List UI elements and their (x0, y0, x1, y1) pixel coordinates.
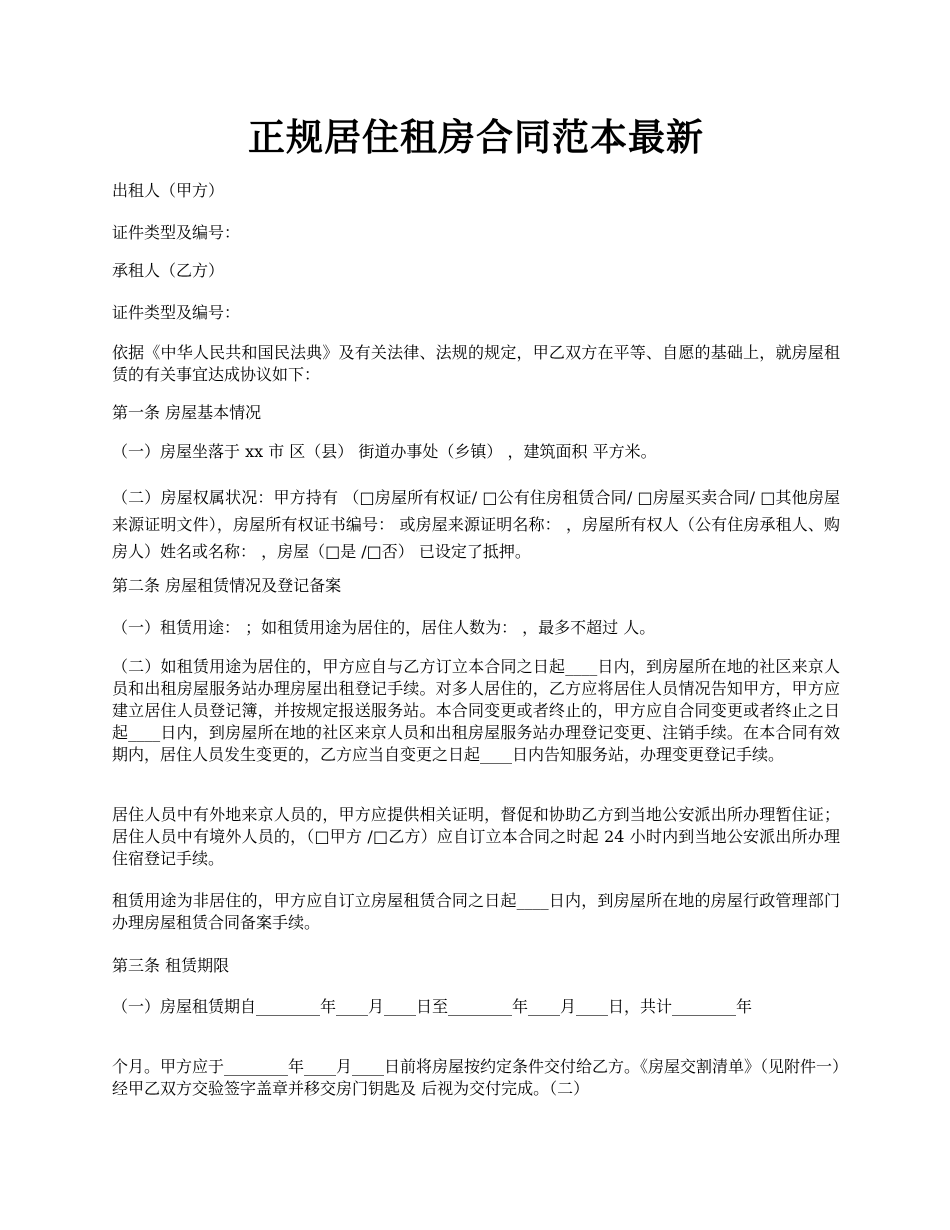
article-1-clause-2: （二）房屋权属状况：甲方持有 （□房屋所有权证/ □公有住房租赁合同/ □房屋买卖合同/ □其他房屋来源证明文件），房屋所有权证书编号： 或房屋来源证明名称： ，房屋所有权人（公有住房承租人、购房人）姓名或名称： ，房屋（□是 /□否） 已设定了抵押。 (112, 488, 840, 561)
lessee-id-line: 证件类型及编号： (112, 303, 241, 322)
article-3-clause-2: 个月。甲方应于________年____月____日前将房屋按约定条件交付给乙方。《房屋交割清单》（见附件一）经甲乙双方交验签字盖章并移交房门钥匙及 后视为交付完成。（二） (112, 1057, 841, 1098)
article-2-clause-1: （一）租赁用途： ；如租赁用途为居住的，居住人数为： ，最多不超过 人。 (112, 618, 656, 637)
article-1-clause-1: （一）房屋坐落于 xx 市 区（县） 街道办事处（乡镇） ，建筑面积 平方米。 (112, 442, 657, 461)
article-2-clause-4: 租赁用途为非居住的，甲方应自订立房屋租赁合同之日起____日内，到房屋所在地的房屋行政管理部门办理房屋租赁合同备案手续。 (112, 891, 840, 932)
article-3-heading: 第三条 租赁期限 (112, 956, 230, 975)
lessor-id-line: 证件类型及编号： (112, 223, 241, 242)
page-title: 正规居住租房合同范本最新 (248, 115, 704, 159)
preamble-paragraph: 依据《中华人民共和国民法典》及有关法律、法规的规定，甲乙双方在平等、自愿的基础上，就房屋租赁的有关事宜达成协议如下： (112, 343, 840, 384)
lessor-line: 出租人（甲方） (112, 181, 225, 200)
article-2-clause-3: 居住人员中有外地来京人员的，甲方应提供相关证明，督促和协助乙方到当地公安派出所办理暂住证；居住人员中有境外人员的，（□甲方 /□乙方）应自订立本合同之时起 24 小时内到当地公安派出所办理住宿登记手续。 (112, 805, 840, 868)
article-2-clause-2: （二）如租赁用途为居住的，甲方应自与乙方订立本合同之日起____日内，到房屋所在地的社区来京人员和出租房屋服务站办理房屋出租登记手续。对多人居住的，乙方应将居住人员情况告知甲方，甲方应建立居住人员登记簿，并按规定报送服务站。本合同变更或者终止的，甲方应自合同变更或者终止之日起____日内，到房屋所在地的社区来京人员和出租房屋服务站办理登记变更、注销手续。在本合同有效期内，居住人员发生变更的，乙方应当自变更之日起____日内告知服务站，办理变更登记手续。 (112, 657, 840, 764)
article-2-heading: 第二条 房屋租赁情况及登记备案 (112, 576, 342, 595)
article-1-heading: 第一条 房屋基本情况 (112, 403, 262, 422)
article-3-clause-1: （一）房屋租赁期自________年____月____日至________年____月____日，共计________年 (112, 997, 753, 1016)
lessee-line: 承租人（乙方） (112, 261, 225, 280)
